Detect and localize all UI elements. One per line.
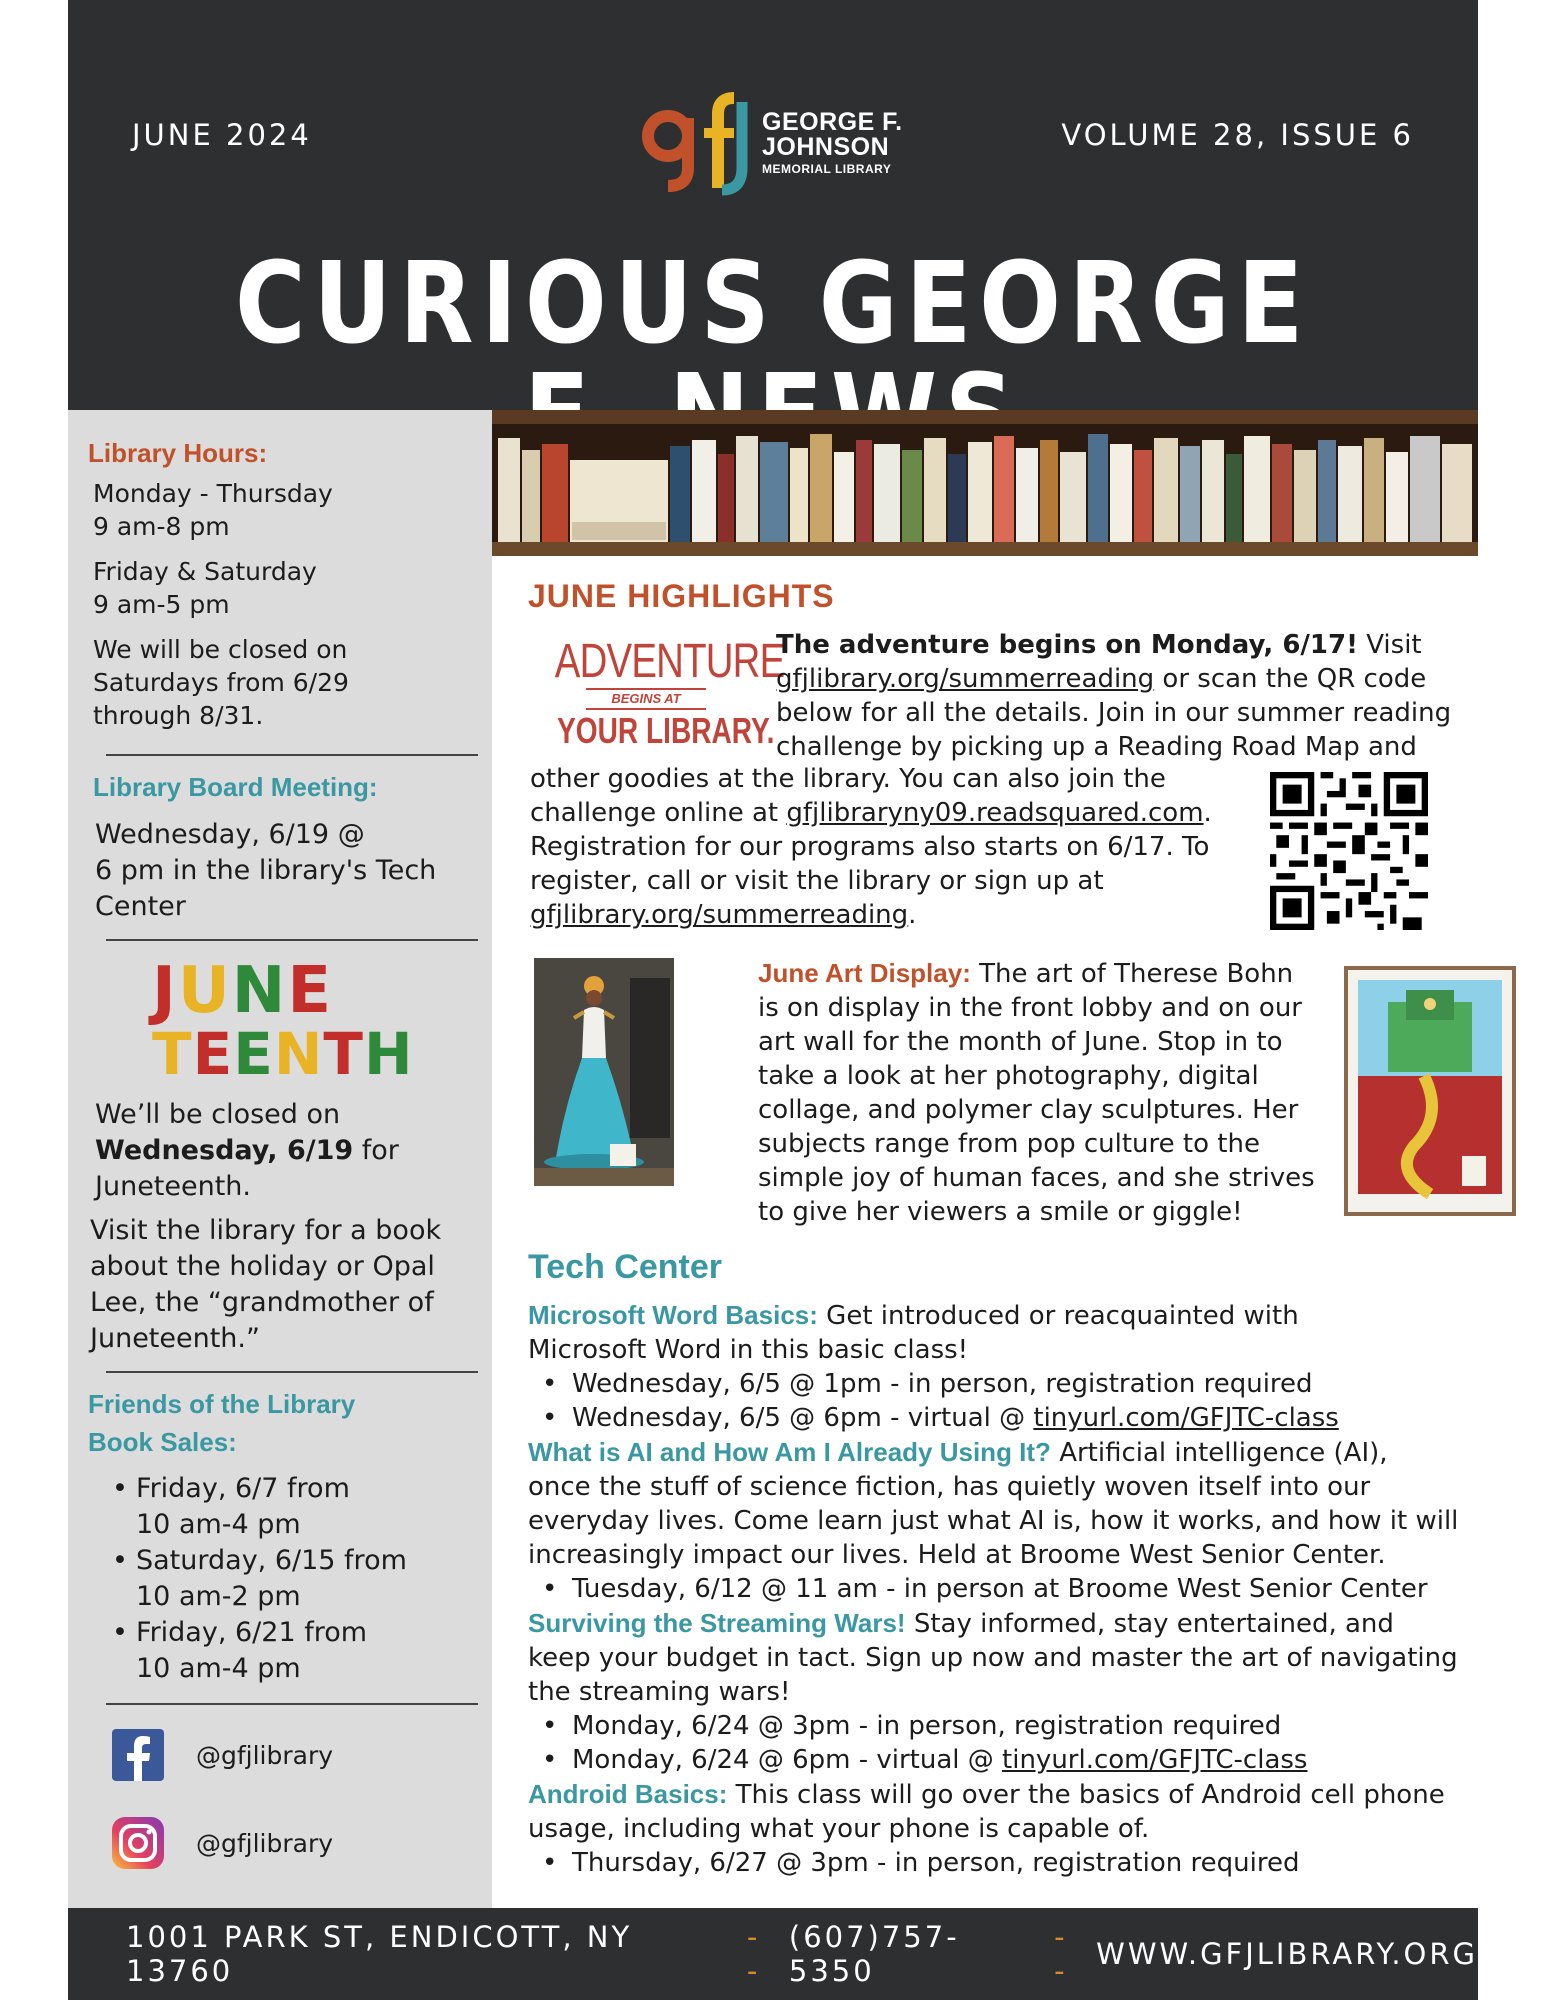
summer-reading-logo xyxy=(532,635,785,762)
newsletter-page xyxy=(68,0,1478,2000)
tinyurl-link[interactable]: tinyurl.com/GFJTC-class xyxy=(1033,1403,1339,1433)
text-line: other goodies at the library. You can also join the xyxy=(530,764,1166,794)
text-span: This class will go over the basics of Android cell phone xyxy=(727,1780,1445,1810)
facebook-icon xyxy=(112,1729,164,1781)
text-line xyxy=(528,1298,1478,1333)
board-line: Wednesday, 6/19 @ xyxy=(95,819,365,850)
collage-photo xyxy=(1344,966,1516,1216)
text-line: Microsoft Word in this basic class! xyxy=(528,1335,969,1365)
logo-line-3: MEMORIAL LIBRARY xyxy=(762,162,892,176)
hours-weekend-time: 9 am-5 pm xyxy=(93,590,230,619)
text-line xyxy=(528,1606,1478,1641)
list-item xyxy=(88,1615,460,1687)
newsletter-title: CURIOUS GEORGE xyxy=(234,239,1312,369)
text-line: to give her viewers a smile or giggle! xyxy=(758,1197,1243,1227)
text-span: Stay informed, stay entertained, and xyxy=(905,1609,1394,1639)
summerreading-link[interactable]: gfjlibrary.org/summerreading xyxy=(530,900,909,930)
text-line: subjects range from pop culture to the xyxy=(758,1129,1260,1159)
art-display-label: June Art Display: xyxy=(758,958,971,988)
instagram-icon xyxy=(112,1817,164,1869)
board-details xyxy=(88,817,460,925)
sidebar xyxy=(68,410,492,1908)
word-class-label: Microsoft Word Basics: xyxy=(528,1300,818,1330)
text-line: simple joy of human faces, and she strives xyxy=(758,1163,1315,1193)
closed-notice-line: through 8/31. xyxy=(93,701,264,730)
tech-heading: Tech Center xyxy=(528,1248,722,1286)
highlights-heading: JUNE HIGHLIGHTS xyxy=(528,578,835,614)
visit-line: Visit the library for a book xyxy=(90,1215,442,1246)
text-line xyxy=(530,898,1330,932)
instagram-handle: @gfjlibrary xyxy=(196,1828,334,1858)
summer-reading-intro xyxy=(776,628,1476,764)
sale-time: 10 am-2 pm xyxy=(136,1581,301,1612)
text-span: challenge online at xyxy=(530,798,787,828)
text-line: the streaming wars! xyxy=(528,1677,791,1707)
text-span: Visit xyxy=(1357,630,1422,660)
hours-block xyxy=(88,477,460,732)
facebook-link[interactable] xyxy=(88,1725,460,1785)
streaming-class-label: Surviving the Streaming Wars! xyxy=(528,1608,906,1638)
tinyurl-link[interactable]: tinyurl.com/GFJTC-class xyxy=(1002,1745,1308,1775)
juneteenth-line: Juneteenth. xyxy=(95,1171,252,1202)
text-line: take a look at her photography, digital xyxy=(758,1061,1259,1091)
list-item: • Thursday, 6/27 @ 3pm - in person, registration required xyxy=(528,1846,1478,1880)
streaming-sessions xyxy=(528,1709,1478,1777)
list-item: • Tuesday, 6/12 @ 11 am - in person at Broome West Senior Center xyxy=(528,1572,1478,1606)
divider xyxy=(106,754,478,756)
juneteenth-line xyxy=(95,1133,460,1169)
list-item xyxy=(528,1401,1478,1435)
logo-line-2: JOHNSON xyxy=(762,133,890,161)
tech-classes xyxy=(528,1298,1478,1880)
text-line: keep your budget in tact. Sign up now and master the art of navigating xyxy=(528,1643,1458,1673)
juneteenth-bottom: TEENTH xyxy=(152,1020,414,1088)
sale-date: • Friday, 6/21 from xyxy=(136,1617,368,1648)
text-span: Monday, 6/24 @ 6pm - virtual @ xyxy=(572,1745,1003,1775)
header xyxy=(68,0,1478,410)
bookshelf-image xyxy=(492,410,1478,556)
sale-time: 10 am-4 pm xyxy=(136,1509,301,1540)
footer-separator: -- xyxy=(746,1920,760,1988)
divider xyxy=(106,1703,478,1705)
issue-date: JUNE 2024 xyxy=(132,118,312,152)
divider xyxy=(106,1371,478,1373)
instagram-link[interactable] xyxy=(88,1813,460,1873)
juneteenth-line-rest: for xyxy=(353,1135,399,1166)
list-item: • Monday, 6/24 @ 3pm - in person, registration required xyxy=(528,1709,1478,1743)
text-span: Get introduced or reacquainted with xyxy=(817,1301,1299,1331)
text-line: register, call or visit the library or sign up at xyxy=(530,866,1104,896)
adv-logo-line-2: BEGINS AT xyxy=(586,688,706,710)
hours-heading: Library Hours: xyxy=(88,438,268,468)
closed-notice-line: Saturdays from 6/29 xyxy=(93,668,349,697)
friends-heading-line: Friends of the Library xyxy=(88,1389,356,1419)
text-span: or scan the QR code xyxy=(1154,664,1427,694)
visit-line: Lee, the “grandmother of xyxy=(90,1287,434,1318)
text-span: . xyxy=(1203,798,1212,828)
summer-reading-date: The adventure begins on Monday, 6/17! xyxy=(776,630,1358,660)
list-item xyxy=(88,1471,460,1543)
text-span: Wednesday, 6/5 @ 6pm - virtual @ xyxy=(572,1403,1034,1433)
adv-logo-line-3: YOUR LIBRARY. xyxy=(557,710,775,751)
readsquared-link[interactable]: gfjlibraryny09.readsquared.com xyxy=(786,798,1204,828)
text-line xyxy=(758,956,1338,991)
text-line: everyday lives. Come learn just what AI is, how it works, and how it will xyxy=(528,1506,1459,1536)
ai-sessions xyxy=(528,1572,1478,1606)
text-line: collage, and polymer clay sculptures. Her xyxy=(758,1095,1299,1125)
footer-phone[interactable]: (607)757-5350 xyxy=(788,1920,960,1988)
board-line: Center xyxy=(95,891,186,922)
list-item: • Wednesday, 6/5 @ 1pm - in person, registration required xyxy=(528,1367,1478,1401)
visit-line: about the holiday or Opal xyxy=(90,1251,435,1282)
hours-weekend-label: Friday & Saturday xyxy=(93,557,317,586)
text-line xyxy=(776,628,1476,662)
text-line: once the stuff of science fiction, has quietly woven itself into our xyxy=(528,1472,1371,1502)
divider xyxy=(106,939,478,941)
text-line: Registration for our programs also starts on 6/17. To xyxy=(530,832,1210,862)
text-line: below for all the details. Join in our summer reading xyxy=(776,698,1452,728)
sale-date: • Saturday, 6/15 from xyxy=(136,1545,407,1576)
juneteenth-line: We’ll be closed on xyxy=(95,1099,341,1130)
juneteenth-logo xyxy=(152,954,414,1088)
adv-logo-line-1: ADVENTURE xyxy=(554,635,785,688)
bookshelf-photo xyxy=(492,410,1478,556)
text-span: The art of Therese Bohn xyxy=(970,959,1294,989)
text-line xyxy=(530,796,1330,830)
closed-notice-line: We will be closed on xyxy=(93,635,348,664)
juneteenth-top: JUNE xyxy=(152,954,334,1028)
footer-address: 1001 PARK ST, ENDICOTT, NY 13760 xyxy=(126,1920,633,1988)
logo-line-1: GEORGE F. xyxy=(762,108,903,136)
library-logo[interactable] xyxy=(642,88,932,198)
juneteenth-visit xyxy=(88,1213,460,1357)
ai-class-label: What is AI and How Am I Already Using It? xyxy=(528,1437,1051,1467)
text-line xyxy=(528,1777,1478,1812)
friends-heading-line: Book Sales: xyxy=(88,1427,237,1457)
summerreading-link[interactable]: gfjlibrary.org/summerreading xyxy=(776,664,1155,694)
juneteenth-date: Wednesday, 6/19 xyxy=(95,1135,354,1166)
text-line: challenge by picking up a Reading Road Map and xyxy=(776,732,1417,762)
footer-website[interactable]: WWW.GFJLIBRARY.ORG xyxy=(1096,1937,1478,1971)
list-item xyxy=(88,1543,460,1615)
volume-issue: VOLUME 28, ISSUE 6 xyxy=(1061,118,1414,152)
text-line xyxy=(776,662,1476,696)
text-span: . xyxy=(908,900,917,930)
gfj-logo-icon xyxy=(642,88,752,198)
sale-date: • Friday, 6/7 from xyxy=(136,1473,350,1504)
footer-separator: -- xyxy=(1054,1920,1067,1988)
hours-weekday-label: Monday - Thursday xyxy=(93,479,333,508)
book-sales-list xyxy=(88,1471,460,1687)
android-sessions xyxy=(528,1846,1478,1880)
text-span: Artificial intelligence (AI), xyxy=(1050,1438,1388,1468)
text-line: is on display in the front lobby and on our xyxy=(758,993,1302,1023)
visit-line: Juneteenth.” xyxy=(90,1323,260,1354)
facebook-handle: @gfjlibrary xyxy=(196,1740,334,1770)
art-display-text xyxy=(758,956,1338,1229)
friends-heading xyxy=(88,1385,460,1461)
android-class-label: Android Basics: xyxy=(528,1779,728,1809)
board-heading: Library Board Meeting: xyxy=(93,772,378,802)
sculpture-photo xyxy=(534,958,674,1186)
list-item xyxy=(528,1743,1478,1777)
text-line xyxy=(528,1435,1478,1470)
qr-code-icon[interactable] xyxy=(1270,772,1428,930)
hours-weekday-time: 9 am-8 pm xyxy=(93,512,230,541)
footer xyxy=(68,1908,1478,2000)
text-line: increasingly impact our lives. Held at Broome West Senior Center. xyxy=(528,1540,1386,1570)
word-sessions xyxy=(528,1367,1478,1435)
text-line: art wall for the month of June. Stop in to xyxy=(758,1027,1283,1057)
text-line: usage, including what your phone is capable of. xyxy=(528,1814,1150,1844)
summer-reading-details xyxy=(530,762,1330,932)
sale-time: 10 am-4 pm xyxy=(136,1653,301,1684)
juneteenth-notice xyxy=(88,1097,460,1205)
board-line: 6 pm in the library's Tech xyxy=(95,855,437,886)
